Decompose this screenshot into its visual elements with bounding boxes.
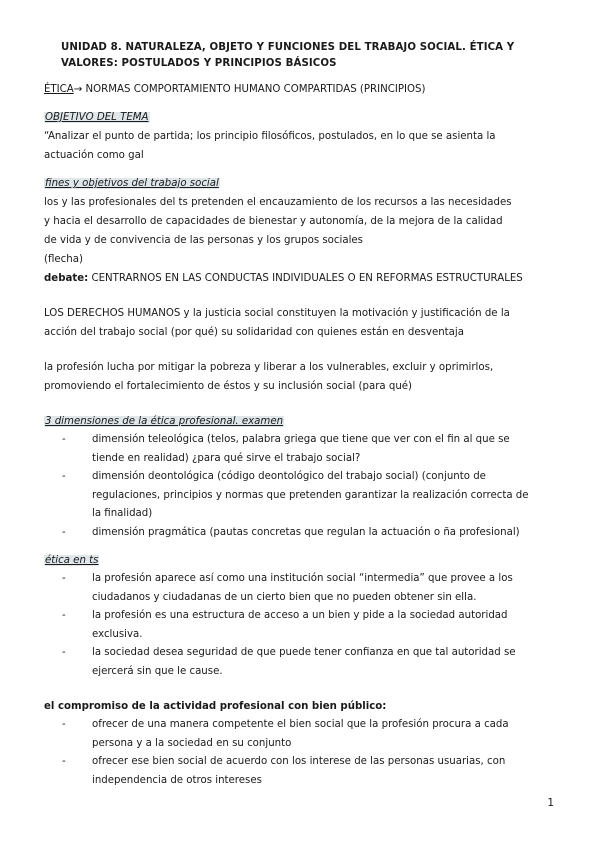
document-page (44, 40, 556, 790)
fines-heading-text: fines y objetivos del trabajo social (45, 178, 219, 189)
etica-label: ÉTICA (44, 84, 74, 95)
dimensiones-heading-text: 3 dimensiones de la ética profesional. examen (45, 416, 284, 427)
list-item (92, 716, 556, 753)
list-item-line: - dimensión pragmática (pautas concretas que regulan la actuación o ña profesional) (92, 526, 520, 538)
etica-ts-heading-text: ética en ts (45, 555, 99, 566)
etica-ts-heading (44, 551, 556, 570)
debate-label: debate: (44, 273, 89, 284)
dimensiones-list (44, 431, 556, 542)
list-item-line: tiende en realidad) ¿para qué sirve el trabajo social? (92, 452, 361, 464)
list-item-line: la finalidad) (92, 508, 153, 519)
fines-line: (flecha) (44, 254, 83, 265)
title-line-2: VALORES: POSTULADOS Y PRINCIPIOS BÁSICOS (61, 58, 337, 69)
fines-line: y hacia el desarrollo de capacidades de bienestar y autonomía, de la mejora de la calidad (44, 216, 503, 227)
list-item-line: - ofrecer ese bien social de acuerdo con los interese de las personas usuarias, con (92, 756, 506, 767)
list-item-line: persona y a la sociedad en su conjunto (92, 737, 292, 749)
list-item (92, 753, 556, 790)
objetivo-heading (44, 108, 556, 127)
list-item (92, 570, 556, 607)
list-item (92, 524, 556, 543)
list-item-line: - la profesión aparece así como una institución social “intermedia” que provee a los (92, 573, 513, 584)
etica-ts-list (44, 570, 556, 681)
profesion-line: la profesión lucha por mitigar la pobreza y liberar a los vulnerables, excluir y oprimirlos, (44, 362, 494, 373)
compromiso-list (44, 716, 556, 790)
page-number: 1 (547, 797, 554, 809)
list-item-line: - la profesión es una estructura de acceso a un bien y pide a la sociedad autoridad (92, 610, 508, 621)
dimensiones-heading (44, 412, 556, 431)
objetivo-heading-text: OBJETIVO DEL TEMA (45, 112, 149, 123)
list-item (92, 644, 556, 681)
etica-definition-text: → NORMAS COMPORTAMIENTO HUMANO COMPARTIDAS (PRINCIPIOS) (73, 84, 426, 95)
objetivo-line: “Analizar el punto de partida; los principio filosóficos, postulados, en lo que se asienta la (44, 131, 496, 142)
list-item (92, 468, 556, 524)
list-item (92, 431, 556, 468)
compromiso-heading: el compromiso de la actividad profesional con bien público: (44, 701, 387, 712)
derechos-line: acción del trabajo social (por qué) su solidaridad con quienes están en desventaja (44, 327, 464, 338)
list-item-line: - la sociedad desea seguridad de que puede tener confianza en que tal autoridad se (92, 647, 516, 658)
list-item-line: - dimensión teleológica (telos, palabra griega que tiene que ver con el fin al que se (92, 434, 510, 445)
etica-definition (44, 80, 556, 99)
fines-heading (44, 174, 556, 193)
list-item-line: ejercerá sin que le cause. (92, 665, 223, 677)
list-item-line: - dimensión deontológica (código deontológico del trabajo social) (conjunto de (92, 471, 486, 482)
derechos-line: LOS DERECHOS HUMANOS y la justicia social constituyen la motivación y justificación de la (44, 308, 510, 319)
title-line-1: UNIDAD 8. NATURALEZA, OBJETO Y FUNCIONES DEL TRABAJO SOCIAL. ÉTICA Y (61, 42, 515, 53)
fines-line: los y las profesionales del ts pretenden el encauzamiento de los recursos a las necesidades (44, 197, 512, 208)
list-item-line: regulaciones, principios y normas que pretenden garantizar la realización correcta de (92, 489, 529, 501)
debate-line (44, 269, 556, 288)
list-item-line: independencia de otros intereses (92, 774, 262, 786)
list-item-line: ciudadanos y ciudadanas de un cierto bien que no pueden obtener sin ella. (92, 591, 477, 603)
fines-line: de vida y de convivencia de las personas y los grupos sociales (44, 235, 363, 246)
objetivo-line: actuación como gal (44, 150, 144, 161)
list-item-line: - ofrecer de una manera competente el bien social que la profesión procura a cada (92, 719, 509, 730)
list-item-line: exclusiva. (92, 628, 143, 640)
unit-title (61, 40, 556, 72)
list-item (92, 607, 556, 644)
debate-text: CENTRARNOS EN LAS CONDUCTAS INDIVIDUALES O EN REFORMAS ESTRUCTURALES (88, 273, 523, 284)
profesion-line: promoviendo el fortalecimiento de éstos y su inclusión social (para qué) (44, 381, 413, 392)
